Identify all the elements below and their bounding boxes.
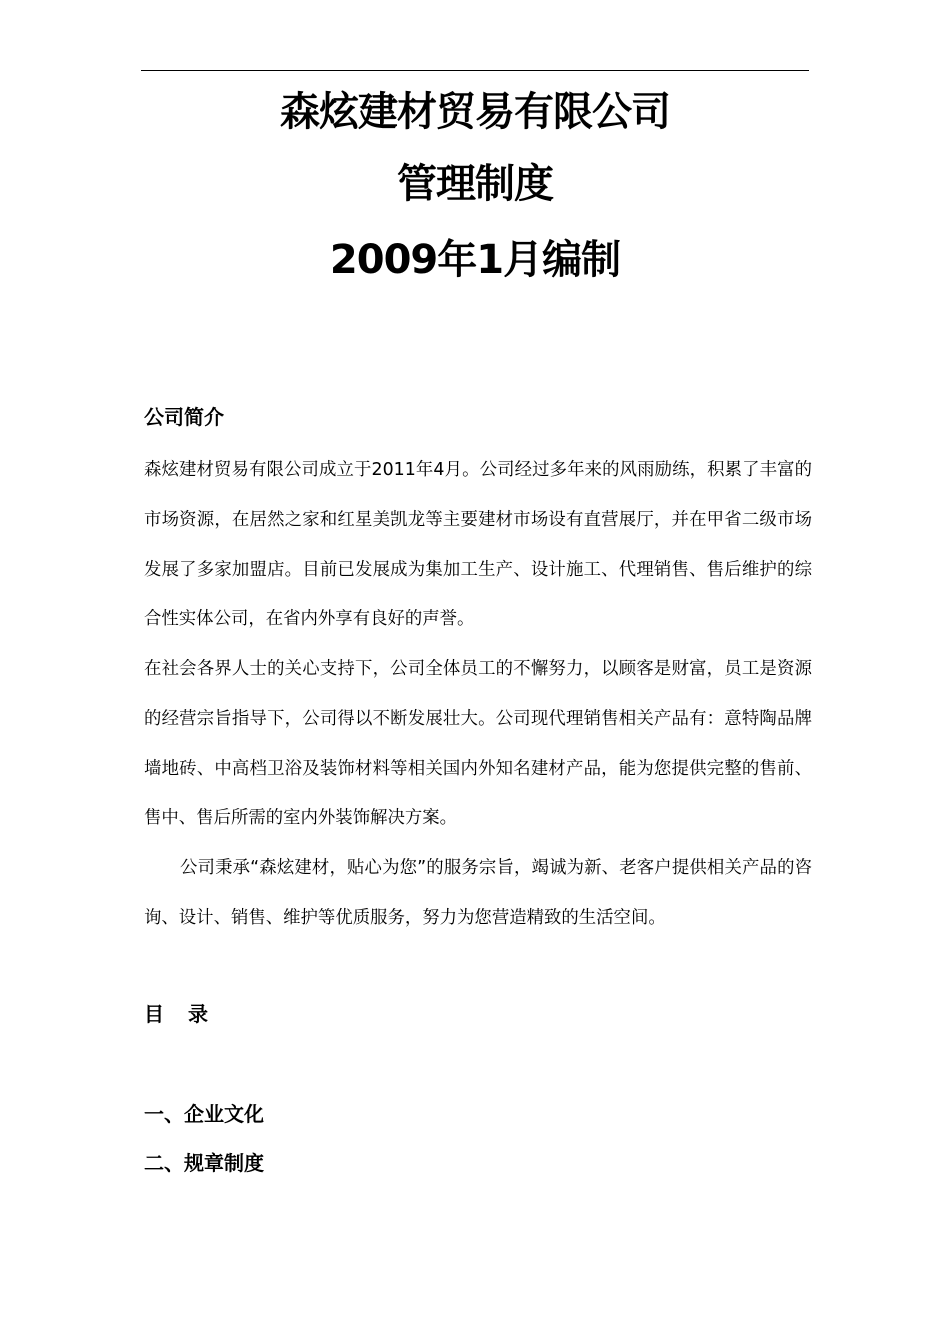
toc-heading bbox=[144, 1000, 208, 1028]
intro-paragraph-2: 在社会各界人士的关心支持下，公司全体员工的不懈努力，以顾客是财富，员工是资源的经营宗旨指导下，公司得以不断发展壮大。公司现代理销售相关产品有：意特陶品牌墙地砖、中高档卫浴及装饰材料等相关国内外知名建材产品，能为您提供完整的售前、售中、售后所需的室内外装饰解决方案。 bbox=[144, 659, 812, 829]
company-name-title: 森炫建材贸易有限公司 bbox=[280, 89, 670, 135]
header-rule bbox=[141, 70, 809, 71]
compile-date-title: 2009年1月编制 bbox=[329, 237, 621, 283]
document-title: 管理制度 bbox=[397, 161, 553, 207]
toc-item-culture[interactable]: 一、企业文化 bbox=[144, 1102, 264, 1126]
intro-heading: 公司简介 bbox=[144, 405, 224, 429]
intro-paragraph-3: 公司秉承“森炫建材，贴心为您”的服务宗旨，竭诚为新、老客户提供相关产品的咨询、设计、销售、维护等优质服务，努力为您营造精致的生活空间。 bbox=[144, 858, 812, 928]
toc-item-regulations[interactable]: 二、规章制度 bbox=[144, 1151, 264, 1175]
toc-heading-left: 目 bbox=[144, 1002, 164, 1026]
toc-heading-right: 录 bbox=[188, 1002, 208, 1026]
intro-paragraph-1: 森炫建材贸易有限公司成立于2011年4月。公司经过多年来的风雨励练，积累了丰富的市场资源，在居然之家和红星美凯龙等主要建材市场设有直营展厅，并在甲省二级市场发展了多家加盟店。目前已发展成为集加工生产、设计施工、代理销售、售后维护的综合性实体公司，在省内外享有良好的声誉。 bbox=[144, 460, 812, 630]
